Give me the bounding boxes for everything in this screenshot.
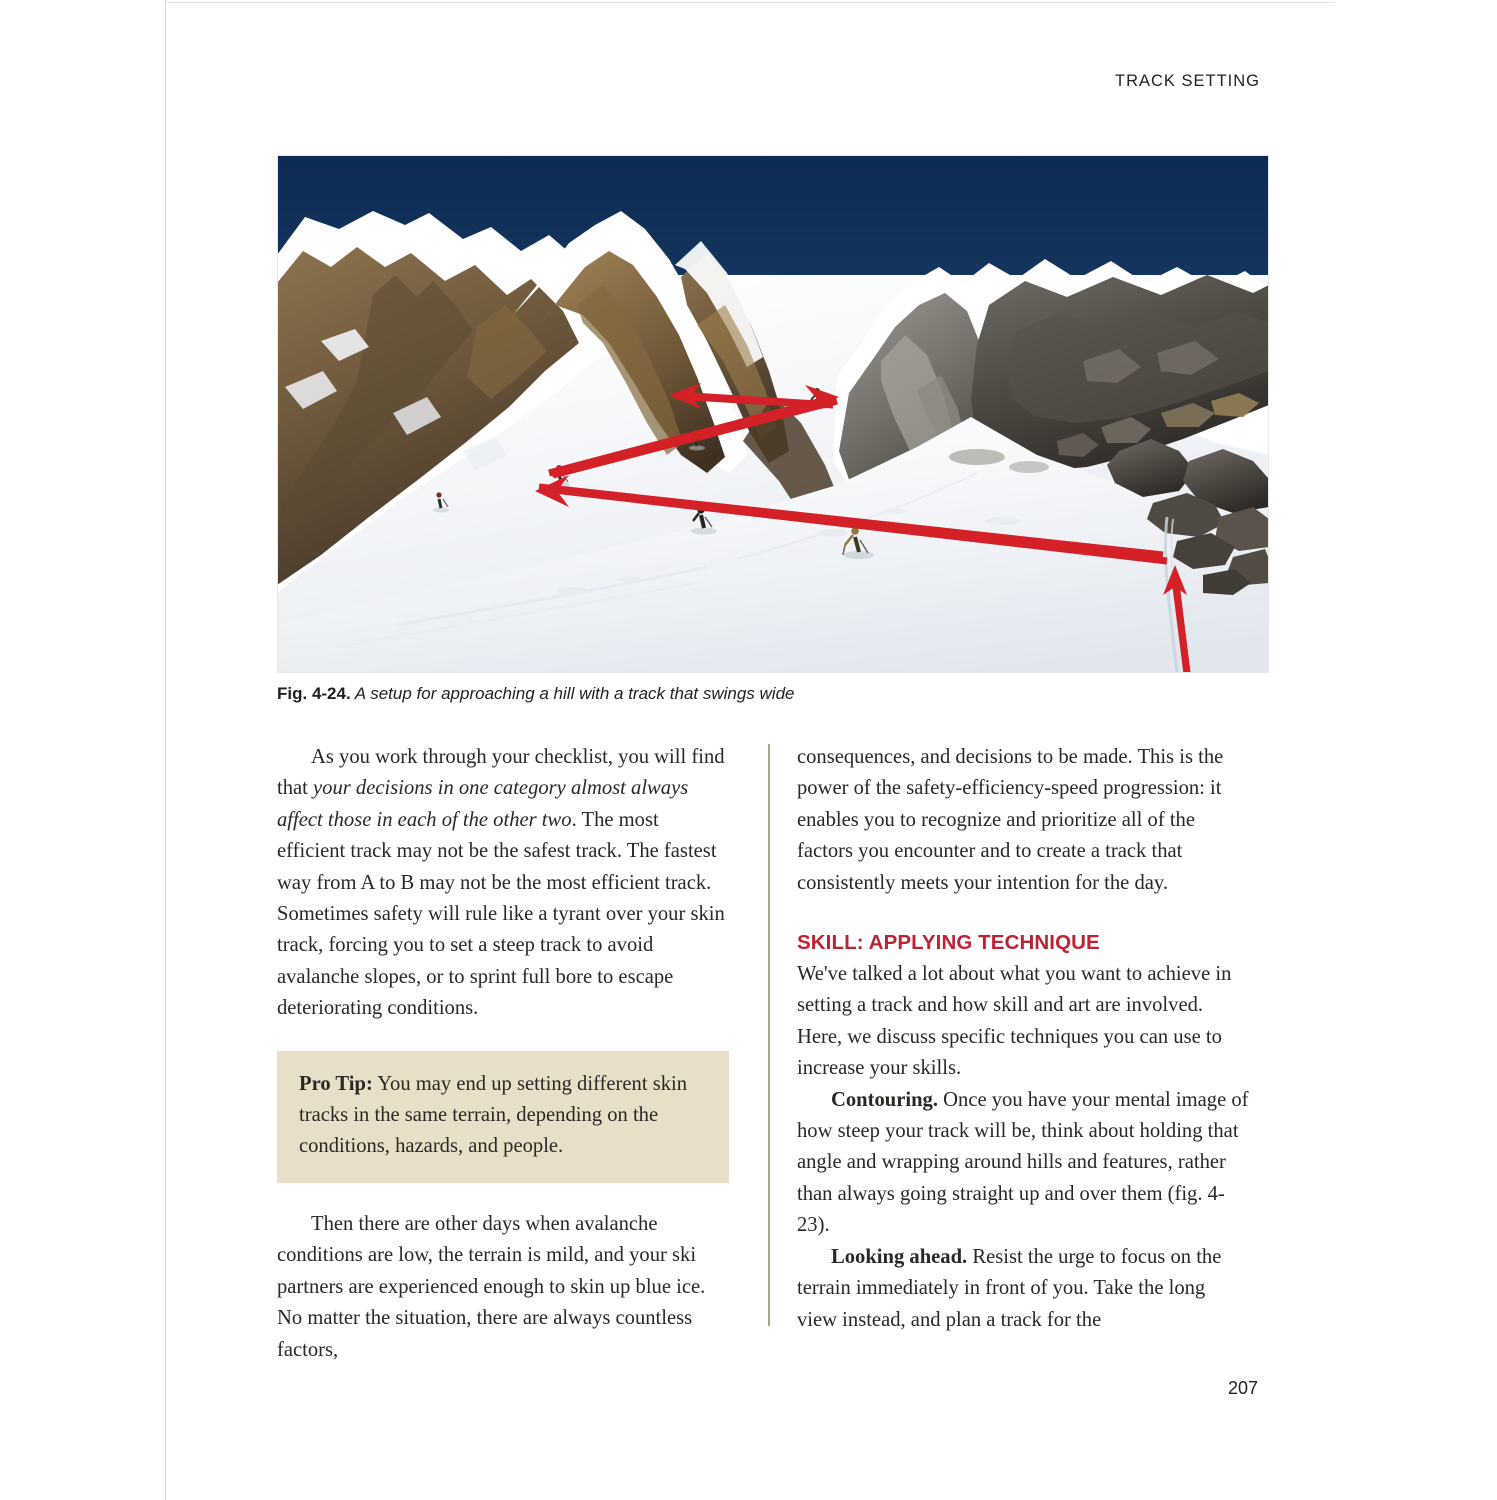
- figure-caption: [277, 684, 1269, 704]
- run-in-head-looking-ahead: Looking ahead.: [831, 1245, 968, 1268]
- pro-tip-box: [277, 1051, 729, 1183]
- page-edge-left-rule: [165, 0, 166, 1500]
- paragraph-weve-talked: We've talked a lot about what you want to achieve in setting a track and how skill and art are involved. Here, we discuss specific techniques you can use to increase your skills.: [797, 963, 1232, 1080]
- figure-number: Fig. 4-24.: [277, 684, 351, 703]
- body-column-right: [797, 742, 1249, 1336]
- column-divider-rule: [768, 744, 770, 1326]
- paragraph-other-days: Then there are other days when avalanche conditions are low, the terrain is mild, and your ski partners are experienced enough to skin up blue ice. No matter the situation, there are always countless factors,: [277, 1212, 706, 1361]
- mountain-cirque-photo: [277, 155, 1269, 673]
- run-in-head-contouring: Contouring.: [831, 1088, 938, 1111]
- section-heading-applying-technique: SKILL: APPLYING TECHNIQUE: [797, 931, 1100, 955]
- body-column-left: [277, 742, 729, 1366]
- page-number: 207: [1228, 1378, 1259, 1398]
- pro-tip-label: Pro Tip:: [299, 1072, 373, 1095]
- pro-tip-paragraph: [299, 1069, 707, 1163]
- running-head: TRACK SETTING: [1114, 72, 1260, 90]
- paragraph-contouring-text: Once you have your mental image of how steep your track will be, think about holding that angle and wrapping around hills and features, rather than always going straight up and over them (fig. 4-23).: [797, 1088, 1249, 1237]
- pro-tip-text: You may end up setting different skin tracks in the same terrain, depending on the conditions, hazards, and people.: [299, 1072, 688, 1158]
- page-edge-top-rule: [165, 2, 1335, 3]
- figure-caption-text: A setup for approaching a hill with a track that swings wide: [350, 684, 795, 703]
- paragraph-checklist: [277, 742, 729, 1025]
- paragraph-contouring: [797, 1085, 1249, 1242]
- figure-photograph: [277, 155, 1269, 673]
- paragraph-consequences: consequences, and decisions to be made. This is the power of the safety-efficiency-speed progression: it enables you to recognize and prioritize all of the factors you encounter and to create a track that consistently meets your intention for the day.: [797, 746, 1224, 894]
- paragraph-checklist-part2: . The most efficient track may not be the safest track. The fastest way from A to B may not be the most efficient track. Sometimes safety will rule like a tyrant over your skin track, forcing you to set a steep track to avoid avalanche slopes, or to sprint full bore to escape deteriorating conditions.: [277, 808, 725, 1020]
- paragraph-checklist-emphasis: your decisions in one category almost always affect those in each of the other two: [277, 777, 689, 831]
- paragraph-checklist-part1: As you work through your checklist, you will find that: [277, 746, 725, 800]
- paragraph-looking-ahead: [797, 1242, 1249, 1336]
- paragraph-looking-ahead-text: Resist the urge to focus on the terrain immediately in front of you. Take the long view instead, and plan a track for the: [797, 1245, 1222, 1331]
